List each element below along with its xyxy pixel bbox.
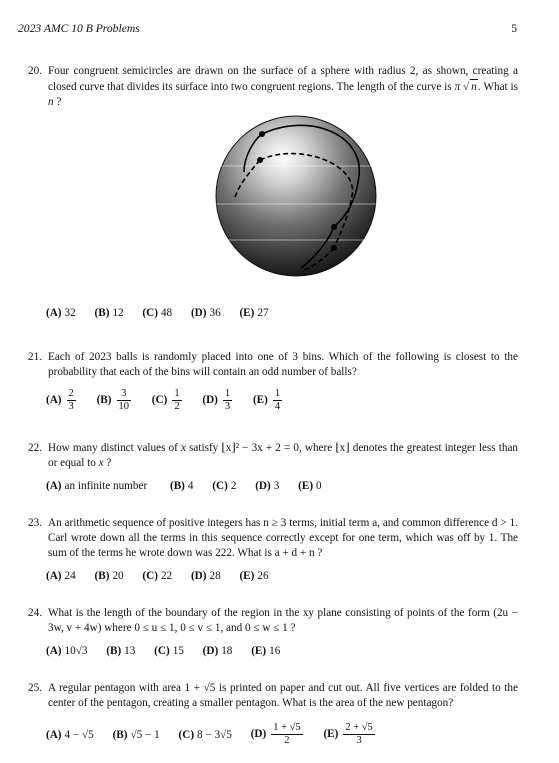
problem-text: An arithmetic sequence of positive integers has n ≥ 3 terms, initial term a, and common difference d > 1. Carl wrote down all the terms in this sequence correctly except for one term, which was off by 1. The sum of the terms he wrote down was 222. What is a + d + n ? [48,517,518,559]
choice-c[interactable]: (C) 48 [142,307,173,320]
choice-c[interactable]: (C) 2 [212,480,237,493]
page-header [18,22,517,38]
choice-c[interactable]: (C) 15 [154,645,184,658]
choice-b[interactable]: (B) $\frac{3}{10}$ [96,388,129,412]
choice-b[interactable]: (B) √5 − 1 [112,728,160,741]
problem-text: A regular pentagon with area 1 + √5 is printed on paper and cut out. All five vertices are folded to the center of the pentagon, creating a smaller pentagon. What is the area of the new pentagon? [48,682,518,709]
choice-b[interactable]: (B) 20 [94,570,124,583]
choice-e[interactable]: (E) 16 [251,645,281,658]
choice-e[interactable]: (E) 27 [239,307,269,320]
problem-number: 21. [28,351,42,363]
choice-c[interactable]: (C) 22 [142,570,173,583]
choice-e[interactable]: (E) $\frac{2 + √5}{3}$ [323,722,373,746]
choice-e[interactable]: (E) 0 [298,480,322,493]
problem-number: 24. [28,607,42,619]
choice-d[interactable]: (D) 28 [190,570,221,583]
curve-point [331,224,337,230]
choice-b[interactable]: (B) 12 [94,307,124,320]
problem-number: 20. [28,65,42,77]
curve-point [331,245,337,251]
choice-d[interactable]: (D) $\frac{1}{3}$ [202,388,231,412]
problem-number: 25. [28,682,42,694]
choice-c[interactable]: (C) $\frac{1}{2}$ [151,388,180,412]
choice-e[interactable]: (E) 26 [239,570,269,583]
choice-a[interactable]: (A) 24 [46,570,76,583]
problem-text: What is the length of the boundary of the region in the xy plane consisting of points of the form (2u − 3w, v + 4w) where 0 ≤ u ≤ 1, 0 ≤ v ≤ 1, and 0 ≤ w ≤ 1 ? [48,607,518,634]
answer-choices-22 [46,480,539,492]
curve-point [257,157,263,163]
choice-a[interactable]: (A) $\frac{2}{3}$ [46,388,74,412]
choice-d[interactable]: (D) $\frac{1 + √5}{2}$ [250,722,301,746]
answer-choices-25 [46,722,539,747]
page-number: 5 [511,22,517,35]
sphere-figure [214,114,378,278]
choice-d[interactable]: (D) 3 [255,480,280,493]
choice-c[interactable]: (C) 8 − 3√5 [178,728,232,741]
problem-text: How many distinct values of x satisfy ⌊x⌋² − 3x + 2 = 0, where ⌊x⌋ denotes the greatest integer less than or equal to x ? [48,442,519,469]
answer-choices-24 [46,645,539,657]
choice-a[interactable]: (A) an infinite number [46,480,148,493]
choice-a[interactable]: (A) 32 [46,307,76,320]
curve-point [259,131,265,137]
header-title: 2023 AMC 10 B Problems [18,22,140,35]
choice-d[interactable]: (D) 18 [202,645,233,658]
sqrt-n: √ n [463,81,477,93]
problem-text: Four congruent semicircles are drawn on the surface of a sphere with radius 2, as shown, creating a closed curve that divides its surface into two congruent regions. The length of the curve is π √ n. What is n ? [48,65,519,108]
problem-number: 23. [28,517,42,529]
problem-number: 22. [28,442,42,454]
problem-text: Each of 2023 balls is randomly placed into one of 3 bins. Which of the following is closest to the probability that each of the bins will contain an odd number of balls? [48,351,518,378]
choice-a[interactable]: (A) 10√3 [46,645,88,658]
choice-b[interactable]: (B) 4 [169,480,194,493]
answer-choices-20 [46,307,539,319]
choice-d[interactable]: (D) 36 [190,307,221,320]
choice-e[interactable]: (E) $\frac{1}{4}$ [252,388,281,412]
answer-choices-23 [46,570,539,582]
choice-b[interactable]: (B) 13 [106,645,136,658]
answer-choices-21 [46,388,539,413]
choice-a[interactable]: (A) 4 − √5 [46,728,94,741]
